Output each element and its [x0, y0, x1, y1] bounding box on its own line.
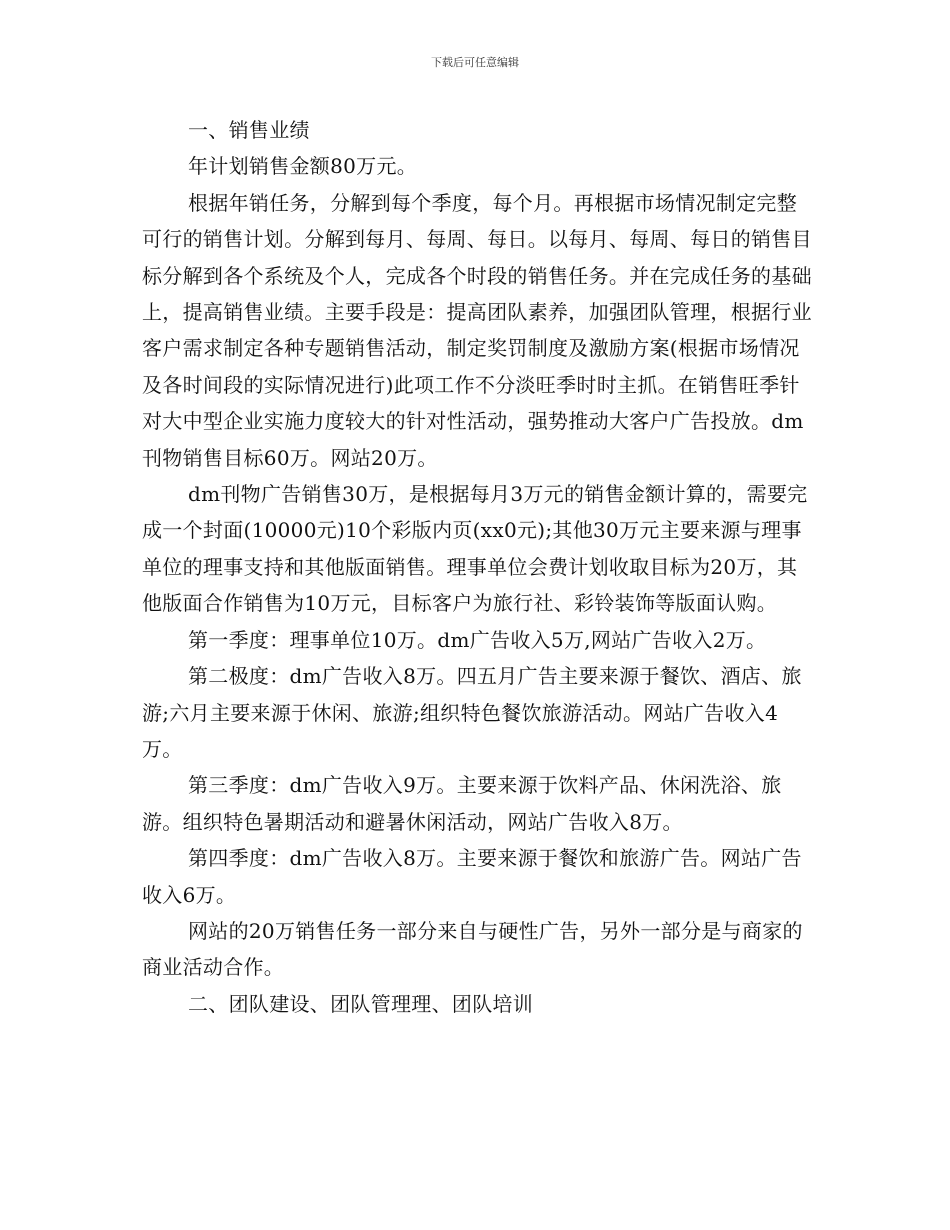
- section-heading-team: 二、团队建设、团队管理理、团队培训: [188, 991, 534, 1016]
- paragraph-dm-sales: dm刊物广告销售30万，是根据每月3万元的销售金额计算的，需要完成一个封面(10000元)10个彩版内页(xx0元);其他30万元主要来源与理事单位的理事支持和其他版面销售。理事单位会费计划收取目标为20万，其他版面合作销售为10万元，目标客户为旅行社、彩铃装饰等版面认购。: [142, 482, 808, 616]
- paragraph-sales-plan: 根据年销任务，分解到每个季度，每个月。再根据市场情况制定完整可行的销售计划。分解到每月、每周、每日。以每月、每周、每日的销售目标分解到各个系统及个人，完成各个时段的销售任务。并在完成任务的基础上，提高销售业绩。主要手段是：提高团队素养，加强团队管理，根据行业客户需求制定各种专题销售活动，制定奖罚制度及激励方案(根据市场情况及各时间段的实际情况进行)此项工作不分淡旺季时时主抓。在销售旺季针对大中型企业实施力度较大的针对性活动，强势推动大客户广告投放。dm刊物销售目标60万。网站20万。: [142, 190, 812, 470]
- paragraph-q1: 第一季度：理事单位10万。dm广告收入5万,网站广告收入2万。: [188, 627, 767, 652]
- paragraph-q2: 第二极度：dm广告收入8万。四五月广告主要来源于餐饮、酒店、旅游;六月主要来源于休闲、旅游;组织特色餐饮旅游活动。网站广告收入4万。: [142, 664, 802, 761]
- header-note: 下载后可任意编辑: [431, 56, 519, 69]
- paragraph-q3: 第三季度：dm广告收入9万。主要来源于饮料产品、休闲洗浴、旅游。组织特色暑期活动和避暑休闲活动，网站广告收入8万。: [142, 773, 782, 834]
- document-body: [142, 112, 812, 1022]
- paragraph-annual-target: 年计划销售金额80万元。: [188, 154, 418, 179]
- paragraph-website-task: 网站的20万销售任务一部分来自与硬性广告，另外一部分是与商家的商业活动合作。: [142, 918, 803, 980]
- section-heading-sales: 一、销售业绩: [188, 118, 310, 142]
- paragraph-q4: 第四季度：dm广告收入8万。主要来源于餐饮和旅游广告。网站广告收入6万。: [142, 846, 802, 907]
